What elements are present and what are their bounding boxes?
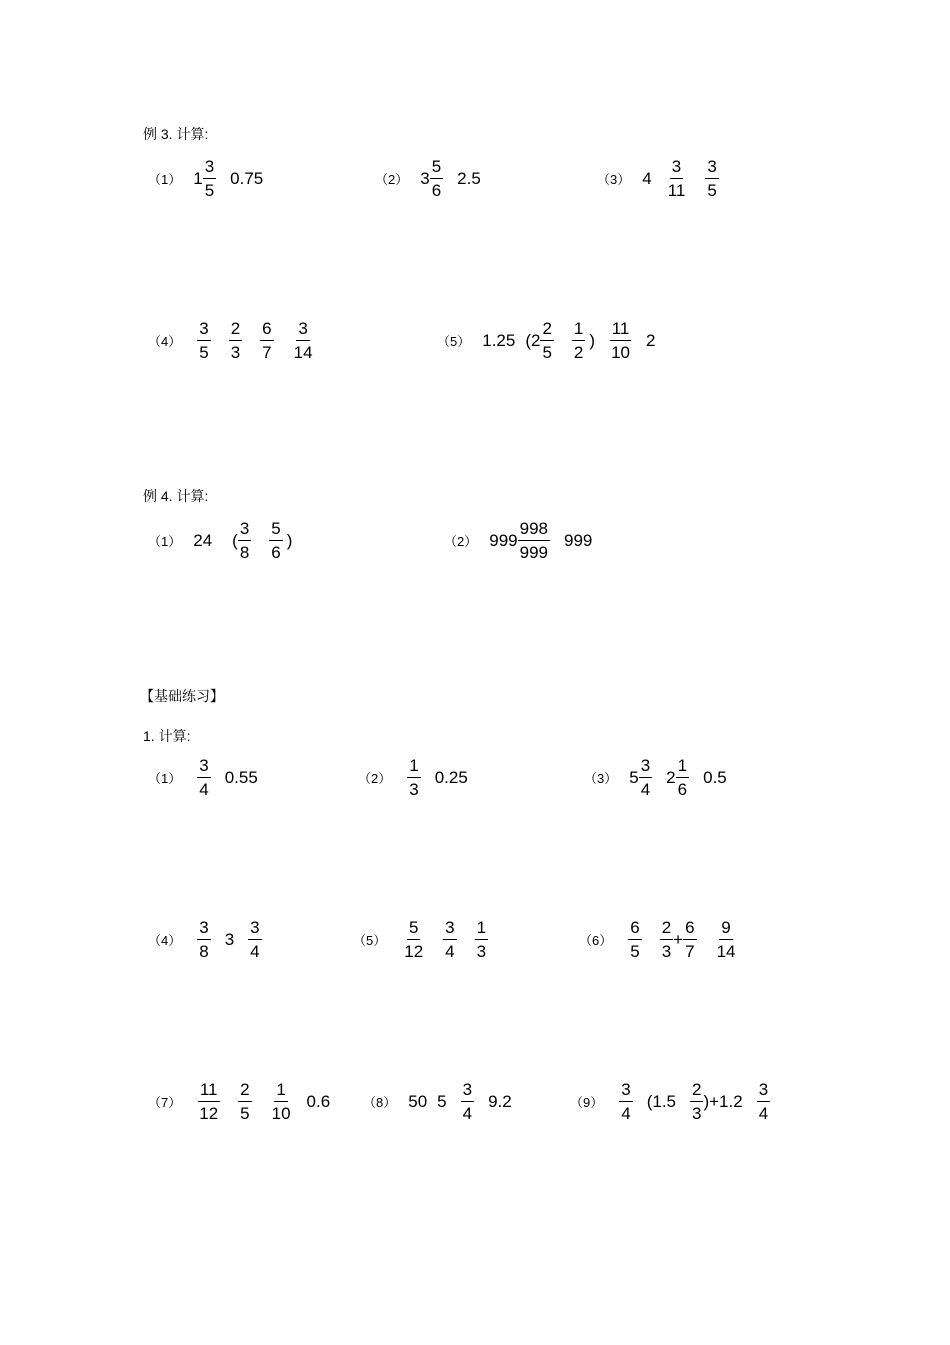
fraction	[197, 318, 210, 363]
fraction	[197, 755, 210, 800]
denominator: 6	[271, 543, 281, 562]
denominator: 14	[716, 942, 736, 961]
fraction	[660, 917, 673, 962]
close-paren: )	[286, 530, 293, 550]
practice-heading: 1. 计算:	[143, 728, 191, 744]
denominator: 8	[199, 942, 209, 961]
numerator: 3	[197, 917, 210, 940]
practice-problem-8	[363, 1079, 512, 1124]
practice-problem-3	[584, 755, 727, 800]
fraction	[197, 1079, 220, 1124]
numerator: 9	[719, 917, 732, 940]
fraction	[609, 318, 632, 363]
denominator: 12	[404, 942, 424, 961]
denominator: 5	[204, 181, 215, 200]
denominator: 5	[707, 181, 717, 200]
numerator: 6	[628, 917, 641, 940]
denominator: 5	[542, 343, 552, 362]
numerator: 3	[443, 917, 456, 940]
operand: 5	[437, 1091, 447, 1111]
denominator: 6	[431, 181, 442, 200]
denominator: 4	[462, 1104, 473, 1123]
fraction	[676, 755, 689, 800]
practice-problem-7	[148, 1079, 330, 1124]
fraction	[639, 755, 652, 800]
problem-label: （2）	[358, 771, 392, 786]
denominator: 10	[271, 1104, 291, 1123]
problem-label: （1）	[148, 172, 182, 187]
denominator: 3	[409, 780, 419, 799]
fraction	[715, 917, 738, 962]
fraction	[229, 318, 242, 363]
problem-label: （4）	[148, 334, 182, 349]
denominator: 10	[611, 343, 630, 362]
denominator: 7	[685, 942, 695, 961]
denominator: 4	[199, 780, 209, 799]
numerator: 5	[430, 156, 443, 179]
denominator: 5	[240, 1104, 250, 1123]
open-paren: (	[232, 530, 238, 550]
operand: 0.5	[703, 767, 727, 787]
fraction	[705, 156, 718, 201]
numerator: 11	[610, 318, 632, 341]
numerator: 2	[540, 318, 553, 341]
problem-label: （3）	[597, 172, 631, 187]
denominator: 5	[199, 343, 209, 362]
practice-problem-6	[579, 917, 742, 962]
practice-problem-1	[148, 755, 258, 800]
numerator: 2	[238, 1079, 251, 1102]
fraction	[269, 518, 282, 563]
practice-problem-5	[353, 917, 492, 962]
denominator: 4	[621, 1104, 631, 1123]
problem-label: （2）	[444, 534, 478, 549]
whole-number: 5	[629, 767, 639, 787]
denominator: 4	[758, 1104, 769, 1123]
numerator: 3	[197, 755, 210, 778]
problem-label: （5）	[437, 334, 471, 349]
problem-label: （3）	[584, 771, 618, 786]
numerator: 3	[705, 156, 718, 179]
fraction	[407, 755, 420, 800]
fraction	[683, 917, 696, 962]
denominator: 7	[262, 343, 272, 362]
whole-number: 1	[193, 168, 203, 188]
problem-label: （9）	[570, 1095, 604, 1110]
example-3-problem-1	[148, 156, 263, 201]
operand: 4	[642, 168, 652, 188]
numerator: 3	[757, 1079, 770, 1102]
denominator: 5	[630, 942, 640, 961]
denominator: 999	[519, 543, 548, 562]
numerator: 3	[461, 1079, 474, 1102]
fraction	[666, 156, 688, 201]
problem-label: （1）	[148, 534, 182, 549]
fraction	[757, 1079, 770, 1124]
example-3-heading: 例 3. 计算:	[143, 126, 209, 142]
numerator: 3	[296, 318, 309, 341]
numerator: 998	[518, 518, 550, 541]
operand: 1.25	[482, 330, 516, 350]
example-3-problem-2	[375, 156, 481, 201]
fraction	[475, 917, 488, 962]
problem-label: （6）	[579, 933, 613, 948]
fraction	[270, 1079, 293, 1124]
numerator: 3	[248, 917, 261, 940]
fraction	[572, 318, 585, 363]
operand: 999	[563, 530, 593, 550]
numerator: 3	[619, 1079, 632, 1102]
numerator: 3	[639, 755, 652, 778]
fraction	[248, 917, 261, 962]
numerator: 1	[407, 755, 420, 778]
fraction	[540, 318, 553, 363]
fraction	[628, 917, 641, 962]
example-4-problem-1	[148, 518, 292, 563]
numerator: 1	[676, 755, 689, 778]
denominator: 4	[250, 942, 260, 961]
fraction	[430, 156, 443, 201]
numerator: 3	[197, 318, 210, 341]
fraction	[690, 1079, 703, 1124]
denominator: 3	[230, 343, 241, 362]
denominator: 3	[692, 1104, 702, 1123]
example-4-heading: 例 4. 计算:	[143, 488, 209, 504]
numerator: 3	[203, 156, 216, 179]
numerator: 5	[269, 518, 282, 541]
numerator: 1	[274, 1079, 287, 1102]
numerator: 1	[572, 318, 585, 341]
numerator: 2	[660, 917, 673, 940]
numerator: 3	[670, 156, 683, 179]
denominator: 4	[640, 780, 651, 799]
numerator: 2	[690, 1079, 703, 1102]
example-4-problem-2	[444, 518, 592, 563]
fraction	[203, 156, 216, 201]
close-paren-operand: )+1.2	[703, 1091, 743, 1111]
example-3-problem-4	[148, 318, 319, 363]
fraction	[238, 1079, 251, 1124]
operand: 9.2	[488, 1091, 512, 1111]
numerator: 6	[683, 917, 696, 940]
whole-number: 999	[489, 530, 518, 550]
fraction	[292, 318, 315, 363]
denominator: 3	[661, 942, 672, 961]
numerator: 11	[198, 1079, 220, 1102]
fraction	[260, 318, 273, 363]
example-3-problem-5	[437, 318, 655, 363]
operand: 2	[645, 330, 656, 350]
denominator: 12	[199, 1104, 219, 1123]
practice-section-title: 【基础练习】	[140, 688, 224, 704]
operand: 0.55	[224, 767, 258, 787]
problem-label: （1）	[148, 771, 182, 786]
whole-number: 3	[420, 168, 430, 188]
practice-problem-9	[570, 1079, 774, 1124]
fraction	[461, 1079, 474, 1124]
numerator: 3	[238, 518, 251, 541]
numerator: 1	[475, 917, 488, 940]
operand: 24	[193, 530, 213, 550]
fraction	[238, 518, 251, 563]
open-paren-operand: (1.5	[646, 1091, 676, 1111]
fraction	[197, 917, 210, 962]
fraction	[518, 518, 550, 563]
plus-sign: +	[673, 929, 684, 949]
operand: 0.25	[434, 767, 468, 787]
practice-problem-2	[358, 755, 468, 800]
operand: 50	[408, 1091, 428, 1111]
fraction	[619, 1079, 632, 1124]
problem-label: （8）	[363, 1095, 397, 1110]
numerator: 6	[260, 318, 273, 341]
denominator: 11	[667, 181, 686, 200]
denominator: 6	[677, 780, 688, 799]
operand: 0.75	[230, 168, 264, 188]
numerator: 2	[229, 318, 242, 341]
fraction	[443, 917, 456, 962]
practice-problem-4	[148, 917, 266, 962]
open-paren: (2	[525, 330, 541, 350]
denominator: 14	[293, 343, 313, 362]
denominator: 4	[445, 942, 455, 961]
problem-label: （2）	[375, 172, 409, 187]
denominator: 3	[476, 942, 487, 961]
denominator: 8	[239, 543, 250, 562]
operand: 0.6	[306, 1091, 331, 1111]
numerator: 5	[407, 917, 420, 940]
denominator: 2	[573, 343, 584, 362]
problem-label: （7）	[148, 1095, 182, 1110]
example-3-problem-3	[597, 156, 723, 201]
operand: 3	[224, 929, 235, 949]
fraction	[402, 917, 425, 962]
whole-number: 2	[666, 767, 676, 787]
close-paren: )	[589, 330, 596, 350]
problem-label: （5）	[353, 933, 387, 948]
problem-label: （4）	[148, 933, 182, 948]
operand: 2.5	[457, 168, 481, 188]
